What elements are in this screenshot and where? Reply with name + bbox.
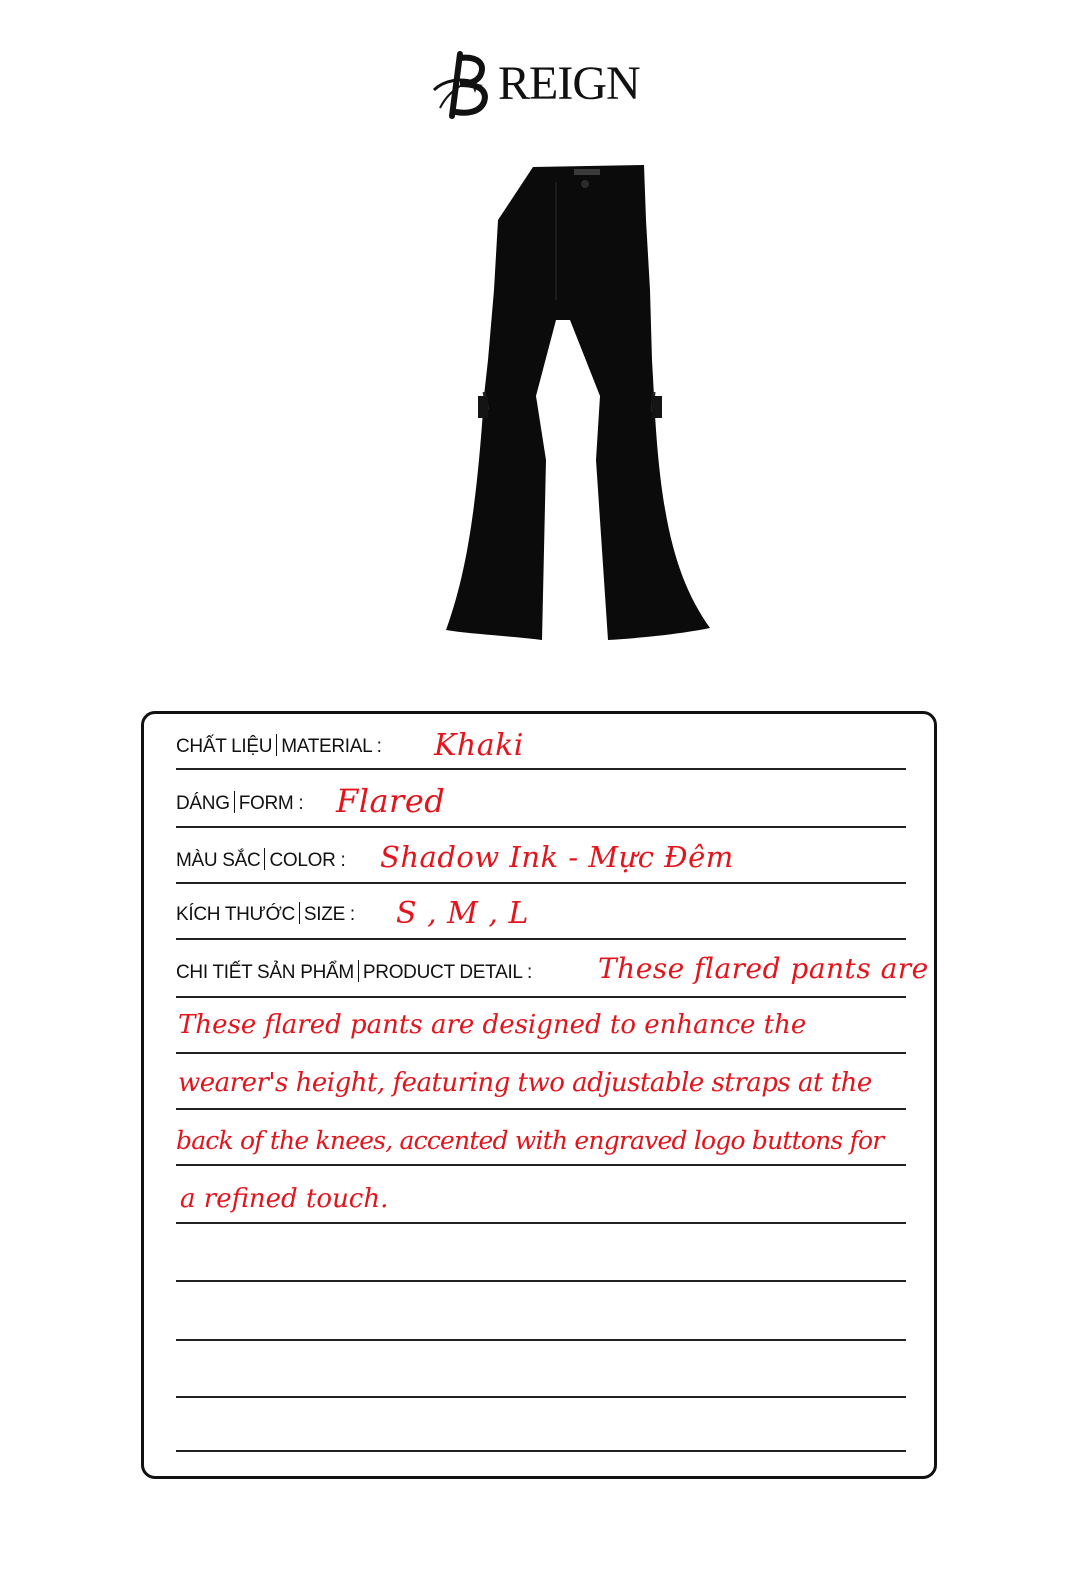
size-value: S , M , L [396,896,529,931]
detail-label: CHI TIẾT SẢN PHẨM PRODUCT DETAIL : [176,962,532,983]
rule-4 [176,938,906,940]
color-value: Shadow Ink - Mực Đêm [380,840,734,874]
rule-7 [176,1108,906,1110]
rule-11 [176,1339,906,1341]
form-value: Flared [336,782,446,820]
detail-line: back of the knees, accented with engraved logo buttons for [176,1126,884,1155]
rule-8 [176,1164,906,1166]
size-label: KÍCH THƯỚC SIZE : [176,904,355,925]
rule-12 [176,1396,906,1398]
material-value: Khaki [434,728,524,763]
detail-line: a refined touch. [180,1184,389,1214]
detail-line: wearer's height, featuring two adjustable straps at the [178,1068,872,1098]
rule-9 [176,1222,906,1224]
rule-1 [176,768,906,770]
brand-name: REIGN [498,57,640,110]
detail-value: These flared pants are [598,952,929,985]
detail-line: These flared pants are designed to enhance the [178,1010,807,1040]
rule-6 [176,1052,906,1054]
rule-2 [176,826,906,828]
material-label: CHẤT LIỆU MATERIAL : [176,736,382,757]
flared-pants-image [360,160,720,650]
reign-logo-mark-icon [430,50,502,120]
rule-3 [176,882,906,884]
form-label: DÁNG FORM : [176,793,304,814]
brand-logo [430,50,650,120]
rule-5 [176,996,906,998]
rule-10 [176,1280,906,1282]
rule-13 [176,1450,906,1452]
color-label: MÀU SẮC COLOR : [176,850,346,871]
